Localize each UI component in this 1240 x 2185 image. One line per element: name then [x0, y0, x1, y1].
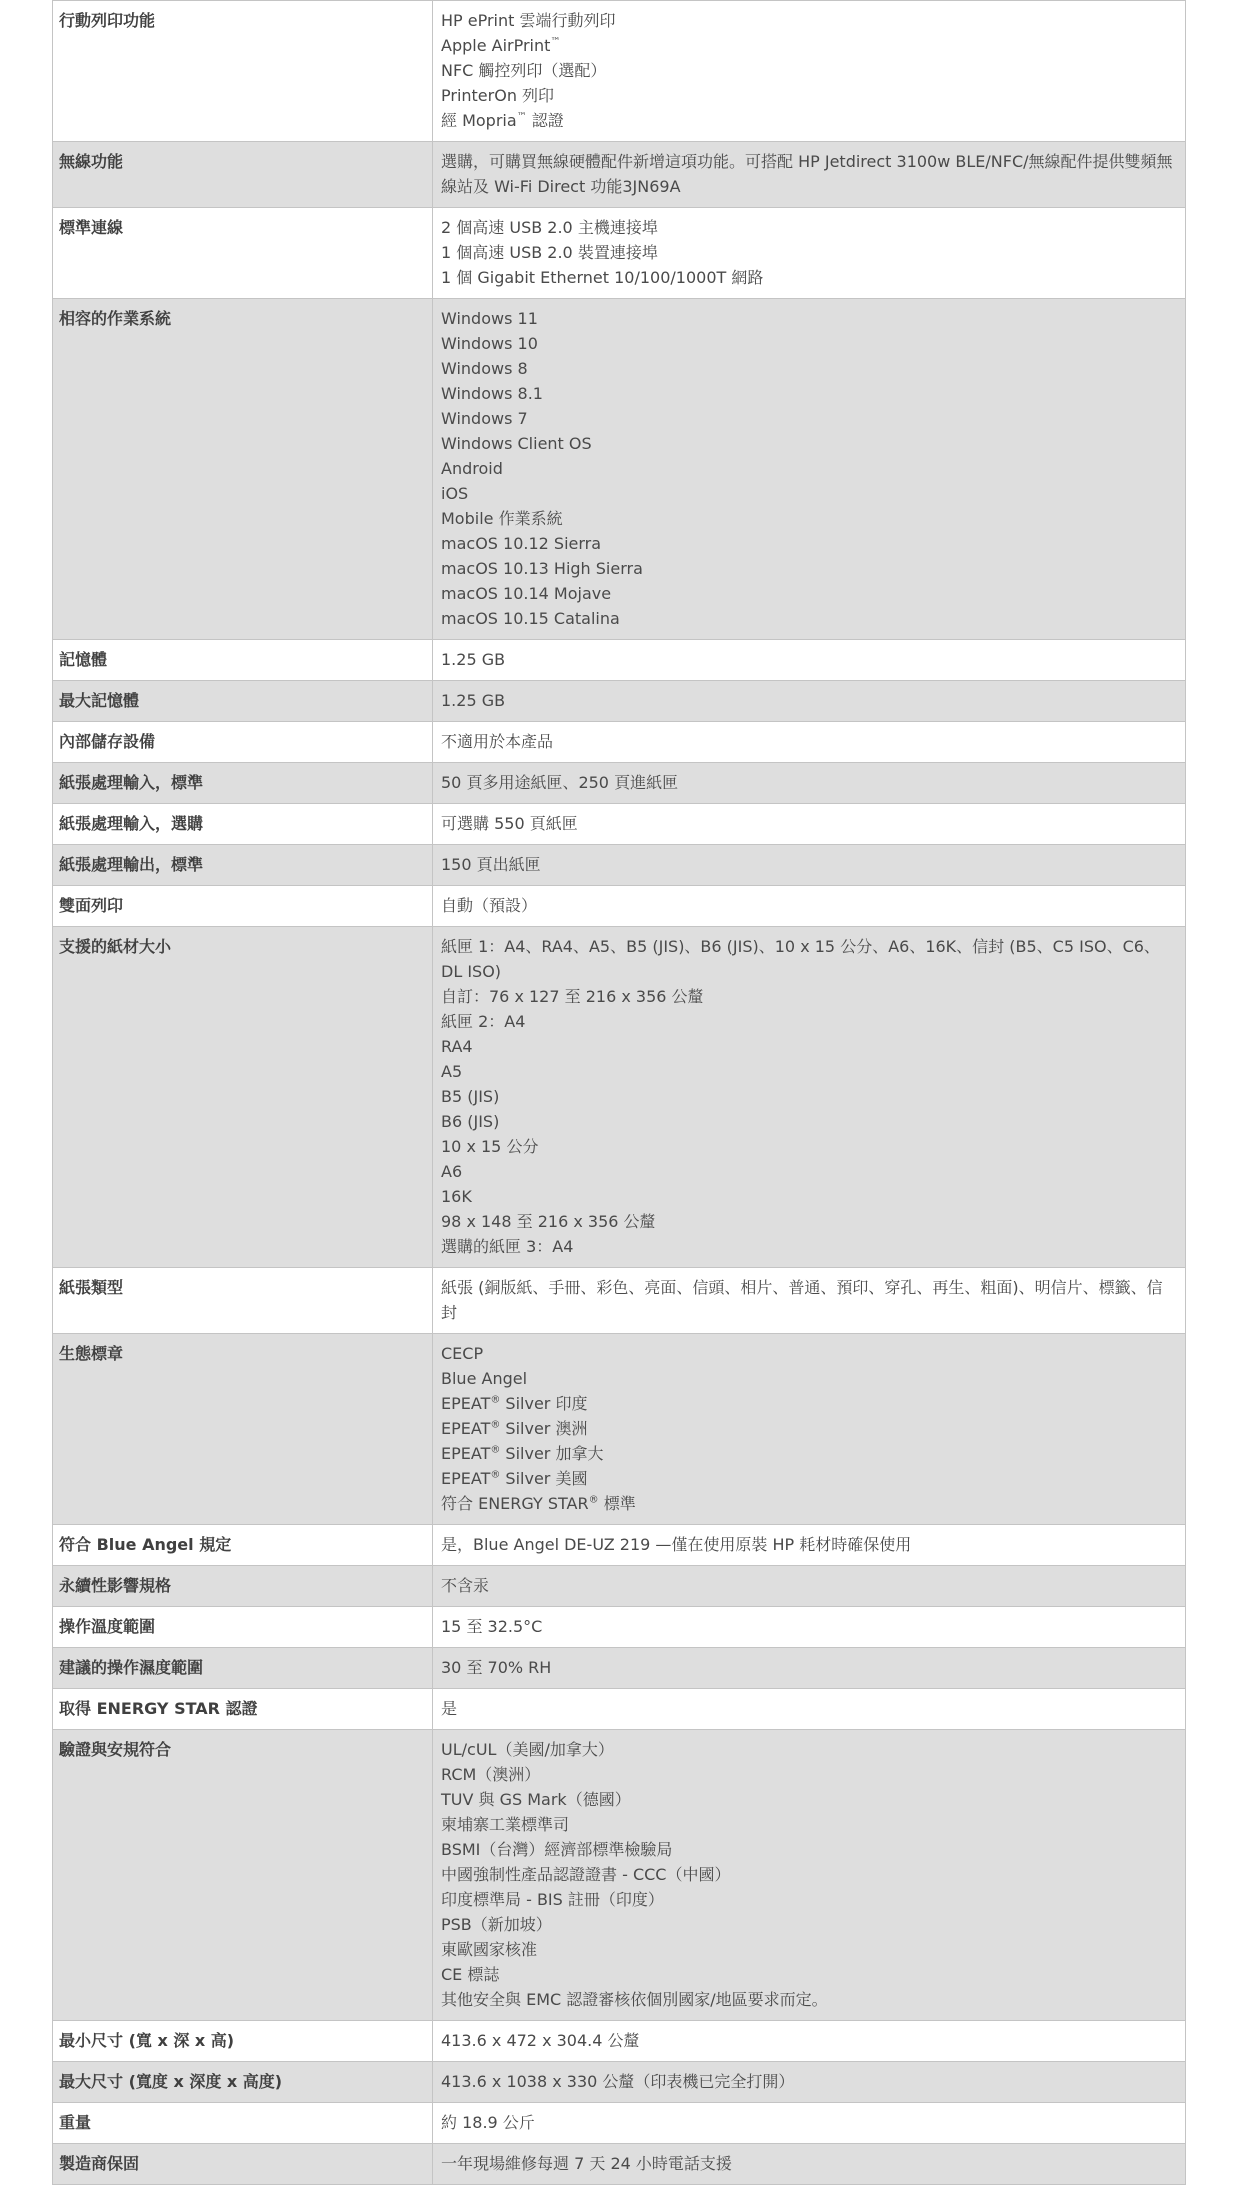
spec-row	[53, 1689, 1186, 1730]
spec-row	[53, 1334, 1186, 1525]
spec-value	[433, 142, 1186, 208]
spec-value	[433, 1525, 1186, 1566]
spec-value	[433, 1607, 1186, 1648]
spec-value-line: NFC 觸控列印（選配）	[441, 61, 607, 80]
spec-row	[53, 1730, 1186, 2021]
spec-value-line: 是，Blue Angel DE-UZ 219 —僅在使用原裝 HP 耗材時確保使用	[441, 1535, 912, 1554]
spec-value	[433, 886, 1186, 927]
spec-row	[53, 2062, 1186, 2103]
spec-value-line: 50 頁多用途紙匣、250 頁進紙匣	[441, 773, 679, 792]
spec-label: 取得 ENERGY STAR 認證	[53, 1689, 433, 1730]
spec-value-line: 印度標準局 - BIS 註冊（印度）	[441, 1890, 664, 1909]
spec-value-line: 2 個高速 USB 2.0 主機連接埠	[441, 218, 658, 237]
spec-value-line: CE 標誌	[441, 1965, 500, 1984]
spec-label: 雙面列印	[53, 886, 433, 927]
spec-value-line: EPEAT® Silver 美國	[441, 1469, 588, 1488]
spec-value-line: 15 至 32.5°C	[441, 1617, 543, 1636]
spec-row	[53, 299, 1186, 640]
spec-value-line: iOS	[441, 484, 469, 503]
spec-value	[433, 1334, 1186, 1525]
spec-value-line: BSMI（台灣）經濟部標準檢驗局	[441, 1840, 673, 1859]
spec-value-line: 符合 ENERGY STAR® 標準	[441, 1494, 636, 1513]
spec-value-line: 150 頁出紙匣	[441, 855, 541, 874]
spec-label: 生態標章	[53, 1334, 433, 1525]
spec-value	[433, 2144, 1186, 2185]
spec-row	[53, 1525, 1186, 1566]
spec-value-line: 選購，可購買無線硬體配件新增這項功能。可搭配 HP Jetdirect 3100w BLE/NFC/無線配件提供雙頻無線站及 Wi-Fi Direct 功能3JN69A	[441, 152, 1173, 196]
spec-value-line: EPEAT® Silver 澳洲	[441, 1419, 588, 1438]
spec-row	[53, 722, 1186, 763]
spec-value	[433, 845, 1186, 886]
spec-value-line: Blue Angel	[441, 1369, 528, 1388]
spec-value-line: A6	[441, 1162, 463, 1181]
spec-label: 最小尺寸 (寬 x 深 x 高)	[53, 2021, 433, 2062]
spec-value	[433, 208, 1186, 299]
spec-value	[433, 1, 1186, 142]
spec-value-line: 中國強制性產品認證證書 - CCC（中國）	[441, 1865, 731, 1884]
spec-value-line: EPEAT® Silver 印度	[441, 1394, 588, 1413]
spec-value	[433, 1730, 1186, 2021]
spec-value-line: CECP	[441, 1344, 484, 1363]
spec-value	[433, 1268, 1186, 1334]
spec-value-line: Mobile 作業系統	[441, 509, 563, 528]
spec-value-line: RCM（澳洲）	[441, 1765, 541, 1784]
spec-row	[53, 640, 1186, 681]
spec-value-line: 選購的紙匣 3：A4	[441, 1237, 574, 1256]
spec-value	[433, 681, 1186, 722]
spec-value	[433, 1648, 1186, 1689]
spec-label: 紙張類型	[53, 1268, 433, 1334]
spec-value-line: 紙張 (銅版紙、手冊、彩色、亮面、信頭、相片、普通、預印、穿孔、再生、粗面)、明信片、標籤、信封	[441, 1278, 1163, 1322]
spec-value-line: Windows Client OS	[441, 434, 592, 453]
spec-value	[433, 2103, 1186, 2144]
spec-label: 紙張處理輸入，選購	[53, 804, 433, 845]
spec-value-line: RA4	[441, 1037, 473, 1056]
spec-value-line: EPEAT® Silver 加拿大	[441, 1444, 604, 1463]
spec-row	[53, 1566, 1186, 1607]
spec-label: 紙張處理輸出，標準	[53, 845, 433, 886]
spec-value-line: B5 (JIS)	[441, 1087, 500, 1106]
spec-value-line: macOS 10.15 Catalina	[441, 609, 620, 628]
spec-table-body	[53, 1, 1186, 2185]
spec-label: 記憶體	[53, 640, 433, 681]
spec-value-line: macOS 10.14 Mojave	[441, 584, 612, 603]
spec-value	[433, 1566, 1186, 1607]
spec-value-line: Apple AirPrint™	[441, 36, 561, 55]
spec-label: 重量	[53, 2103, 433, 2144]
spec-value-line: 16K	[441, 1187, 472, 1206]
spec-value-line: 其他安全與 EMC 認證審核依個別國家/地區要求而定。	[441, 1990, 828, 2009]
spec-label: 紙張處理輸入，標準	[53, 763, 433, 804]
spec-row	[53, 1268, 1186, 1334]
spec-value-line: 自動（預設）	[441, 896, 538, 915]
spec-value-line: macOS 10.13 High Sierra	[441, 559, 643, 578]
spec-label: 最大尺寸 (寬度 x 深度 x 高度)	[53, 2062, 433, 2103]
spec-row	[53, 208, 1186, 299]
spec-value-line: B6 (JIS)	[441, 1112, 500, 1131]
spec-value-line: 經 Mopria™ 認證	[441, 111, 564, 130]
spec-label: 內部儲存設備	[53, 722, 433, 763]
spec-value-line: 1 個高速 USB 2.0 裝置連接埠	[441, 243, 658, 262]
spec-value	[433, 763, 1186, 804]
spec-value	[433, 299, 1186, 640]
spec-value-line: 98 x 148 至 216 x 356 公釐	[441, 1212, 656, 1231]
spec-value	[433, 2062, 1186, 2103]
spec-row	[53, 886, 1186, 927]
spec-value-line: 柬埔寨工業標準司	[441, 1815, 570, 1834]
spec-value	[433, 1689, 1186, 1730]
spec-label: 驗證與安規符合	[53, 1730, 433, 2021]
spec-label: 標準連線	[53, 208, 433, 299]
spec-value-line: PrinterOn 列印	[441, 86, 555, 105]
spec-value-line: 1 個 Gigabit Ethernet 10/100/1000T 網路	[441, 268, 764, 287]
spec-value	[433, 640, 1186, 681]
spec-value-line: 不適用於本產品	[441, 732, 554, 751]
spec-label: 行動列印功能	[53, 1, 433, 142]
spec-value	[433, 927, 1186, 1268]
spec-value-line: 1.25 GB	[441, 650, 506, 669]
spec-value-line: TUV 與 GS Mark（德國）	[441, 1790, 631, 1809]
spec-value-line: Windows 8.1	[441, 384, 543, 403]
spec-row	[53, 2103, 1186, 2144]
spec-value-line: macOS 10.12 Sierra	[441, 534, 602, 553]
spec-table	[52, 0, 1186, 2185]
spec-value	[433, 804, 1186, 845]
spec-value-line: 約 18.9 公斤	[441, 2113, 535, 2132]
spec-label: 無線功能	[53, 142, 433, 208]
spec-label: 永續性影響規格	[53, 1566, 433, 1607]
spec-value-line: Windows 8	[441, 359, 528, 378]
spec-label: 符合 Blue Angel 規定	[53, 1525, 433, 1566]
spec-value-line: 是	[441, 1699, 458, 1718]
spec-row	[53, 1, 1186, 142]
spec-row	[53, 681, 1186, 722]
spec-value-line: 不含汞	[441, 1576, 490, 1595]
spec-value-line: Windows 11	[441, 309, 538, 328]
spec-row	[53, 142, 1186, 208]
spec-row	[53, 804, 1186, 845]
spec-row	[53, 2144, 1186, 2185]
spec-value-line: 413.6 x 1038 x 330 公釐（印表機已完全打開）	[441, 2072, 795, 2091]
spec-value-line: 413.6 x 472 x 304.4 公釐	[441, 2031, 640, 2050]
spec-value-line: Windows 10	[441, 334, 538, 353]
spec-value	[433, 722, 1186, 763]
spec-value-line: HP ePrint 雲端行動列印	[441, 11, 616, 30]
spec-value-line: 1.25 GB	[441, 691, 506, 710]
spec-value-line: A5	[441, 1062, 463, 1081]
spec-value-line: UL/cUL（美國/加拿大）	[441, 1740, 614, 1759]
spec-row	[53, 845, 1186, 886]
spec-label: 製造商保固	[53, 2144, 433, 2185]
spec-row	[53, 1607, 1186, 1648]
spec-value-line: 自訂：76 x 127 至 216 x 356 公釐	[441, 987, 704, 1006]
spec-label: 相容的作業系統	[53, 299, 433, 640]
spec-label: 支援的紙材大小	[53, 927, 433, 1268]
spec-value-line: 10 x 15 公分	[441, 1137, 539, 1156]
spec-value	[433, 2021, 1186, 2062]
spec-value-line: 30 至 70% RH	[441, 1658, 552, 1677]
spec-value-line: 可選購 550 頁紙匣	[441, 814, 578, 833]
spec-row	[53, 927, 1186, 1268]
spec-value-line: 東歐國家核准	[441, 1940, 538, 1959]
spec-value-line: PSB（新加坡）	[441, 1915, 552, 1934]
spec-row	[53, 1648, 1186, 1689]
spec-value-line: Android	[441, 459, 503, 478]
spec-label: 操作溫度範圍	[53, 1607, 433, 1648]
spec-value-line: 紙匣 2：A4	[441, 1012, 526, 1031]
spec-row	[53, 2021, 1186, 2062]
spec-value-line: 一年現場維修每週 7 天 24 小時電話支援	[441, 2154, 732, 2173]
spec-label: 建議的操作濕度範圍	[53, 1648, 433, 1689]
spec-row	[53, 763, 1186, 804]
spec-label: 最大記憶體	[53, 681, 433, 722]
spec-value-line: 紙匣 1：A4、RA4、A5、B5 (JIS)、B6 (JIS)、10 x 15 公分、A6、16K、信封 (B5、C5 ISO、C6、DL ISO)	[441, 937, 1160, 981]
spec-value-line: Windows 7	[441, 409, 528, 428]
